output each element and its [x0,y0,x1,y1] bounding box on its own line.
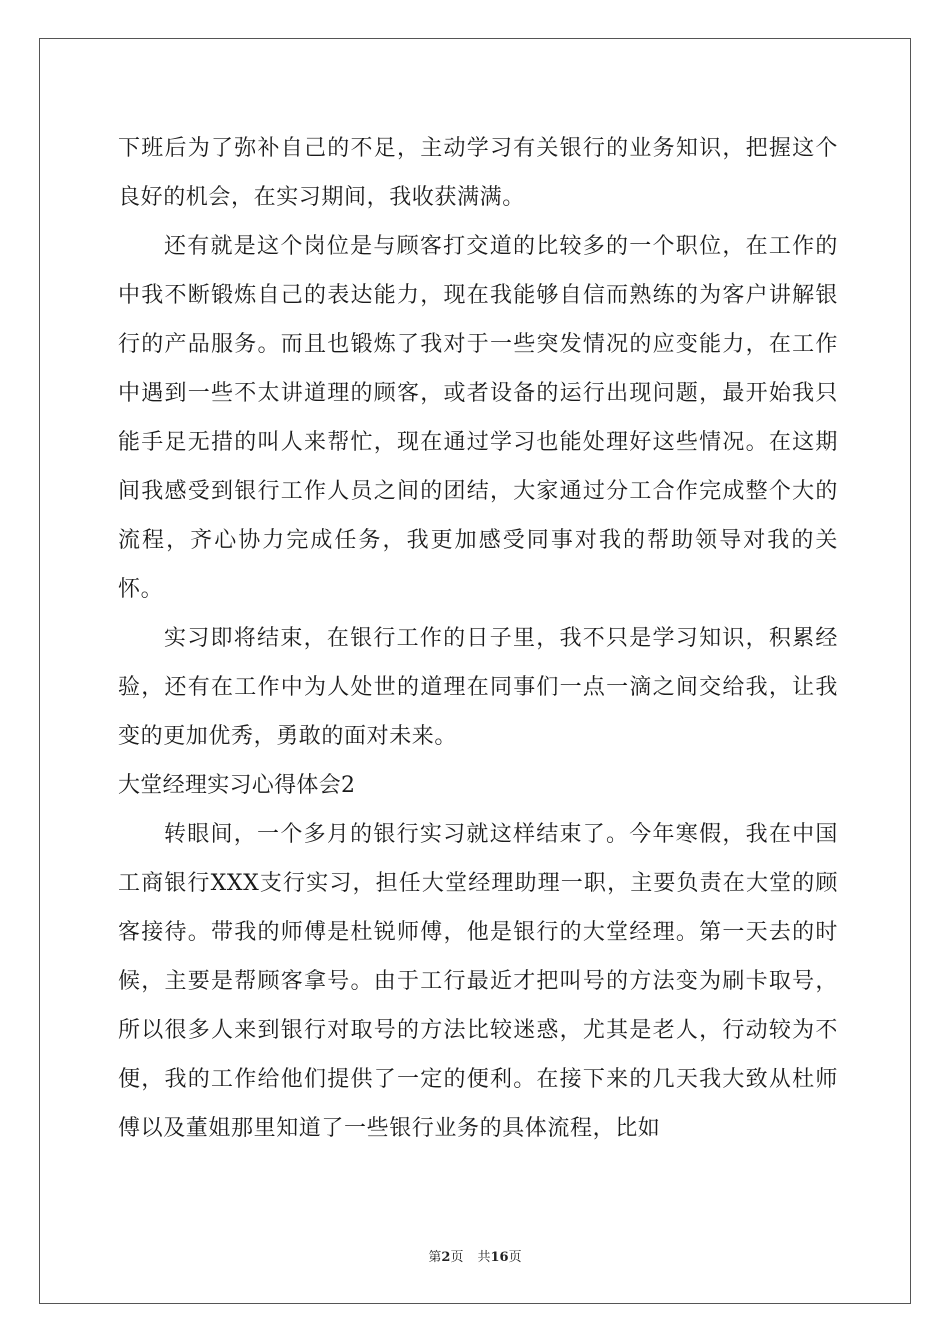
total-pages: 16 [490,1250,509,1265]
page-number: 2 [441,1250,451,1265]
paragraph-1: 下班后为了弥补自己的不足，主动学习有关银行的业务知识，把握这个良好的机会，在实习期间，我收获满满。 [118,136,838,210]
page-suffix: 页 [450,1250,464,1265]
document-body [118,124,838,1153]
paragraph-3: 实习即将结束，在银行工作的日子里，我不只是学习知识，积累经验，还有在工作中为人处世的道理在同事们一点一滴之间交给我，让我变的更加优秀，勇敢的面对未来。 [118,626,838,749]
section-heading: 大堂经理实习心得体会2 [118,773,356,798]
paragraph-4: 转眼间，一个多月的银行实习就这样结束了。今年寒假，我在中国工商银行XXX支行实习，担任大堂经理助理一职，主要负责在大堂的顾客接待。带我的师傅是杜锐师傅，他是银行的大堂经理。第一天去的时候，主要是帮顾客拿号。由于工行最近才把叫号的方法变为刷卡取号，所以很多人来到银行对取号的方法比较迷惑，尤其是老人，行动较为不便，我的工作给他们提供了一定的便利。在接下来的几天我大致从杜师傅以及董姐那里知道了一些银行业务的具体流程，比如 [118,822,838,1141]
total-prefix: 共 [477,1250,491,1265]
total-suffix: 页 [508,1250,522,1265]
paragraph-2: 还有就是这个岗位是与顾客打交道的比较多的一个职位，在工作的中我不断锻炼自己的表达能力，现在我能够自信而熟练的为客户讲解银行的产品服务。而且也锻炼了我对于一些突发情况的应变能力，在工作中遇到一些不太讲道理的顾客，或者设备的运行出现问题，最开始我只能手足无措的叫人来帮忙，现在通过学习也能处理好这些情况。在这期间我感受到银行工作人员之间的团结，大家通过分工合作完成整个大的流程，齐心协力完成任务，我更加感受同事对我的帮助领导对我的关怀。 [118,234,838,602]
page-prefix: 第 [428,1250,442,1265]
page-footer [0,1246,950,1265]
